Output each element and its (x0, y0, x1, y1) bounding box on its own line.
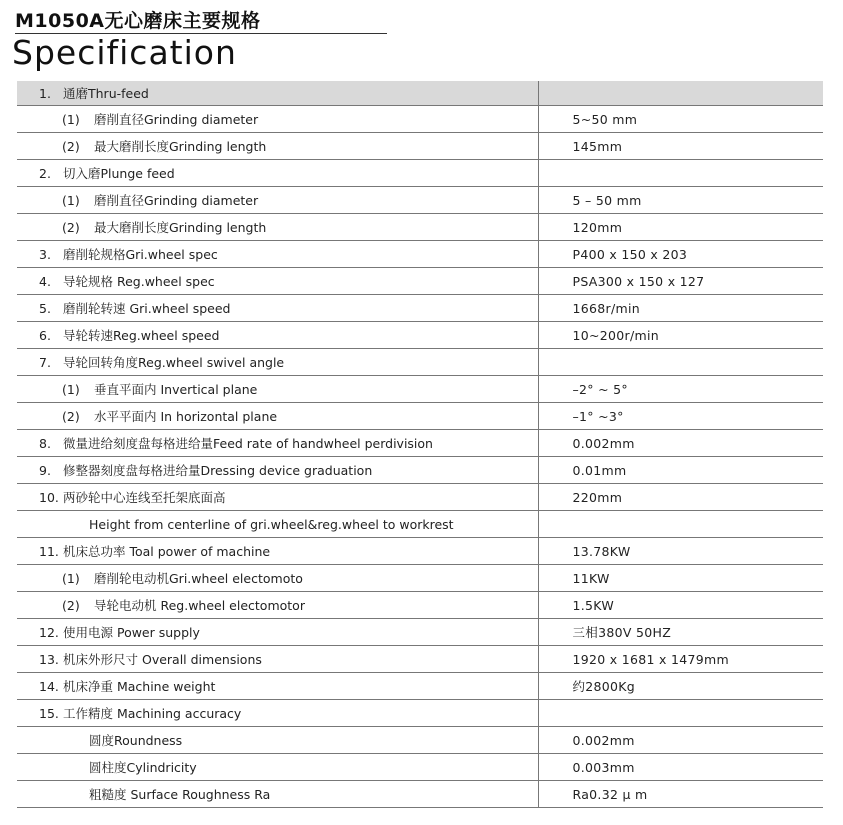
spec-label-cell (17, 403, 538, 430)
spec-label-cell (17, 781, 538, 808)
spec-row (17, 106, 823, 133)
spec-label-cell (17, 241, 538, 268)
spec-label: 导轮转速Reg.wheel speed (63, 328, 220, 343)
spec-label-cell (17, 133, 538, 160)
spec-row (17, 160, 823, 187)
spec-row (17, 187, 823, 214)
spec-value: 10~200r/min (538, 322, 823, 349)
spec-row (17, 511, 823, 538)
specification-table (17, 81, 823, 808)
spec-row (17, 646, 823, 673)
spec-label-cell (17, 106, 538, 133)
spec-row (17, 673, 823, 700)
spec-row (17, 268, 823, 295)
spec-number: 10. (39, 490, 59, 505)
spec-value (538, 511, 823, 538)
document-title-cn: M1050A无心磨床主要规格 (15, 10, 261, 32)
spec-label: 工作精度 Machining accuracy (63, 706, 242, 721)
spec-label-cell (17, 187, 538, 214)
spec-label: 导轮规格 Reg.wheel spec (63, 274, 215, 289)
spec-value (538, 81, 823, 106)
spec-label-cell (17, 673, 538, 700)
spec-label-cell (17, 511, 538, 538)
spec-label: 磨削轮转速 Gri.wheel speed (63, 301, 231, 316)
spec-value: 1920 x 1681 x 1479mm (538, 646, 823, 673)
spec-number: 13. (39, 652, 59, 667)
spec-number: 1. (39, 86, 51, 101)
spec-label: Height from centerline of gri.wheel&reg.wheel to workrest (89, 516, 454, 532)
spec-label: 两砂轮中心连线至托架底面高 (63, 490, 226, 505)
spec-label-cell (17, 430, 538, 457)
spec-row (17, 754, 823, 781)
spec-label-cell (17, 538, 538, 565)
spec-value: 13.78KW (538, 538, 823, 565)
spec-number: (2) (62, 598, 80, 613)
spec-row (17, 133, 823, 160)
spec-label: 切入磨Plunge feed (63, 166, 175, 181)
spec-value: 三相380V 50HZ (538, 619, 823, 646)
spec-label-cell (17, 754, 538, 781)
spec-label-cell (17, 727, 538, 754)
spec-label-cell (17, 565, 538, 592)
spec-label: 最大磨削长度Grinding length (94, 139, 267, 154)
spec-label-cell (17, 295, 538, 322)
spec-value: 1668r/min (538, 295, 823, 322)
spec-row (17, 700, 823, 727)
spec-label: 机床总功率 Toal power of machine (63, 544, 271, 559)
spec-row (17, 81, 823, 106)
spec-row (17, 214, 823, 241)
spec-number: 2. (39, 166, 51, 181)
spec-label-cell (17, 214, 538, 241)
spec-number: 14. (39, 679, 59, 694)
spec-label-cell (17, 700, 538, 727)
spec-row (17, 349, 823, 376)
spec-label: 微量进给刻度盘每格进给量Feed rate of handwheel perdivision (63, 436, 433, 451)
spec-label: 圆柱度Cylindricity (89, 760, 197, 775)
spec-value: 0.002mm (538, 727, 823, 754)
spec-value: 0.002mm (538, 430, 823, 457)
spec-row (17, 619, 823, 646)
spec-value: 5~50 mm (538, 106, 823, 133)
spec-value: 0.01mm (538, 457, 823, 484)
spec-row (17, 403, 823, 430)
spec-value: –2° ~ 5° (538, 376, 823, 403)
spec-label: 通磨Thru-feed (63, 86, 149, 101)
spec-label: 修整器刻度盘每格进给量Dressing device graduation (63, 463, 373, 478)
spec-row (17, 376, 823, 403)
spec-number: 12. (39, 625, 59, 640)
spec-value: 约2800Kg (538, 673, 823, 700)
spec-value (538, 700, 823, 727)
spec-label-cell (17, 646, 538, 673)
spec-label: 磨削直径Grinding diameter (94, 112, 259, 127)
spec-row (17, 781, 823, 808)
spec-value: P400 x 150 x 203 (538, 241, 823, 268)
spec-label-cell (17, 322, 538, 349)
spec-row (17, 592, 823, 619)
spec-label: 磨削轮电动机Gri.wheel electomoto (94, 571, 303, 586)
spec-label-cell (17, 349, 538, 376)
spec-value: Ra0.32 μ m (538, 781, 823, 808)
spec-label-cell (17, 457, 538, 484)
spec-number: (2) (62, 220, 80, 235)
spec-number: 11. (39, 544, 59, 559)
spec-row (17, 295, 823, 322)
spec-label: 磨削直径Grinding diameter (94, 193, 259, 208)
spec-number: (1) (62, 571, 80, 586)
spec-row (17, 457, 823, 484)
spec-number: (1) (62, 112, 80, 127)
spec-row (17, 565, 823, 592)
spec-label: 机床外形尺寸 Overall dimensions (63, 652, 262, 667)
spec-number: 6. (39, 328, 51, 343)
spec-row (17, 241, 823, 268)
spec-number: (1) (62, 382, 80, 397)
spec-value: 220mm (538, 484, 823, 511)
spec-value: 120mm (538, 214, 823, 241)
spec-number: 3. (39, 247, 51, 262)
spec-row (17, 727, 823, 754)
spec-row (17, 430, 823, 457)
spec-label: 粗糙度 Surface Roughness Ra (89, 787, 271, 802)
spec-value: –1° ~3° (538, 403, 823, 430)
spec-label: 圆度Roundness (89, 733, 183, 748)
spec-label: 使用电源 Power supply (63, 625, 200, 640)
spec-value: 0.003mm (538, 754, 823, 781)
spec-value: PSA300 x 150 x 127 (538, 268, 823, 295)
spec-label-cell (17, 81, 538, 106)
spec-label-cell (17, 160, 538, 187)
spec-value (538, 349, 823, 376)
spec-label-cell (17, 592, 538, 619)
spec-number: 9. (39, 463, 51, 478)
spec-label: 水平平面内 In horizontal plane (94, 409, 278, 424)
spec-number: 4. (39, 274, 51, 289)
spec-number: 5. (39, 301, 51, 316)
spec-value: 1.5KW (538, 592, 823, 619)
spec-number: (1) (62, 193, 80, 208)
spec-row (17, 484, 823, 511)
spec-label: 导轮电动机 Reg.wheel electomotor (94, 598, 305, 613)
spec-row (17, 322, 823, 349)
spec-label-cell (17, 484, 538, 511)
spec-row (17, 538, 823, 565)
spec-label-cell (17, 268, 538, 295)
spec-number: (2) (62, 409, 80, 424)
document-title-en: Specification (12, 33, 237, 72)
spec-number: 8. (39, 436, 51, 451)
spec-number: (2) (62, 139, 80, 154)
spec-number: 7. (39, 355, 51, 370)
spec-value: 5 – 50 mm (538, 187, 823, 214)
spec-label: 垂直平面内 Invertical plane (94, 382, 258, 397)
spec-label: 机床净重 Machine weight (63, 679, 216, 694)
spec-label-cell (17, 619, 538, 646)
spec-label: 导轮回转角度Reg.wheel swivel angle (63, 355, 285, 370)
spec-label: 最大磨削长度Grinding length (94, 220, 267, 235)
spec-number: 15. (39, 706, 59, 721)
spec-label-cell (17, 376, 538, 403)
spec-value (538, 160, 823, 187)
spec-label: 磨削轮规格Gri.wheel spec (63, 247, 218, 262)
spec-value: 11KW (538, 565, 823, 592)
specification-table-body (17, 81, 823, 808)
spec-value: 145mm (538, 133, 823, 160)
